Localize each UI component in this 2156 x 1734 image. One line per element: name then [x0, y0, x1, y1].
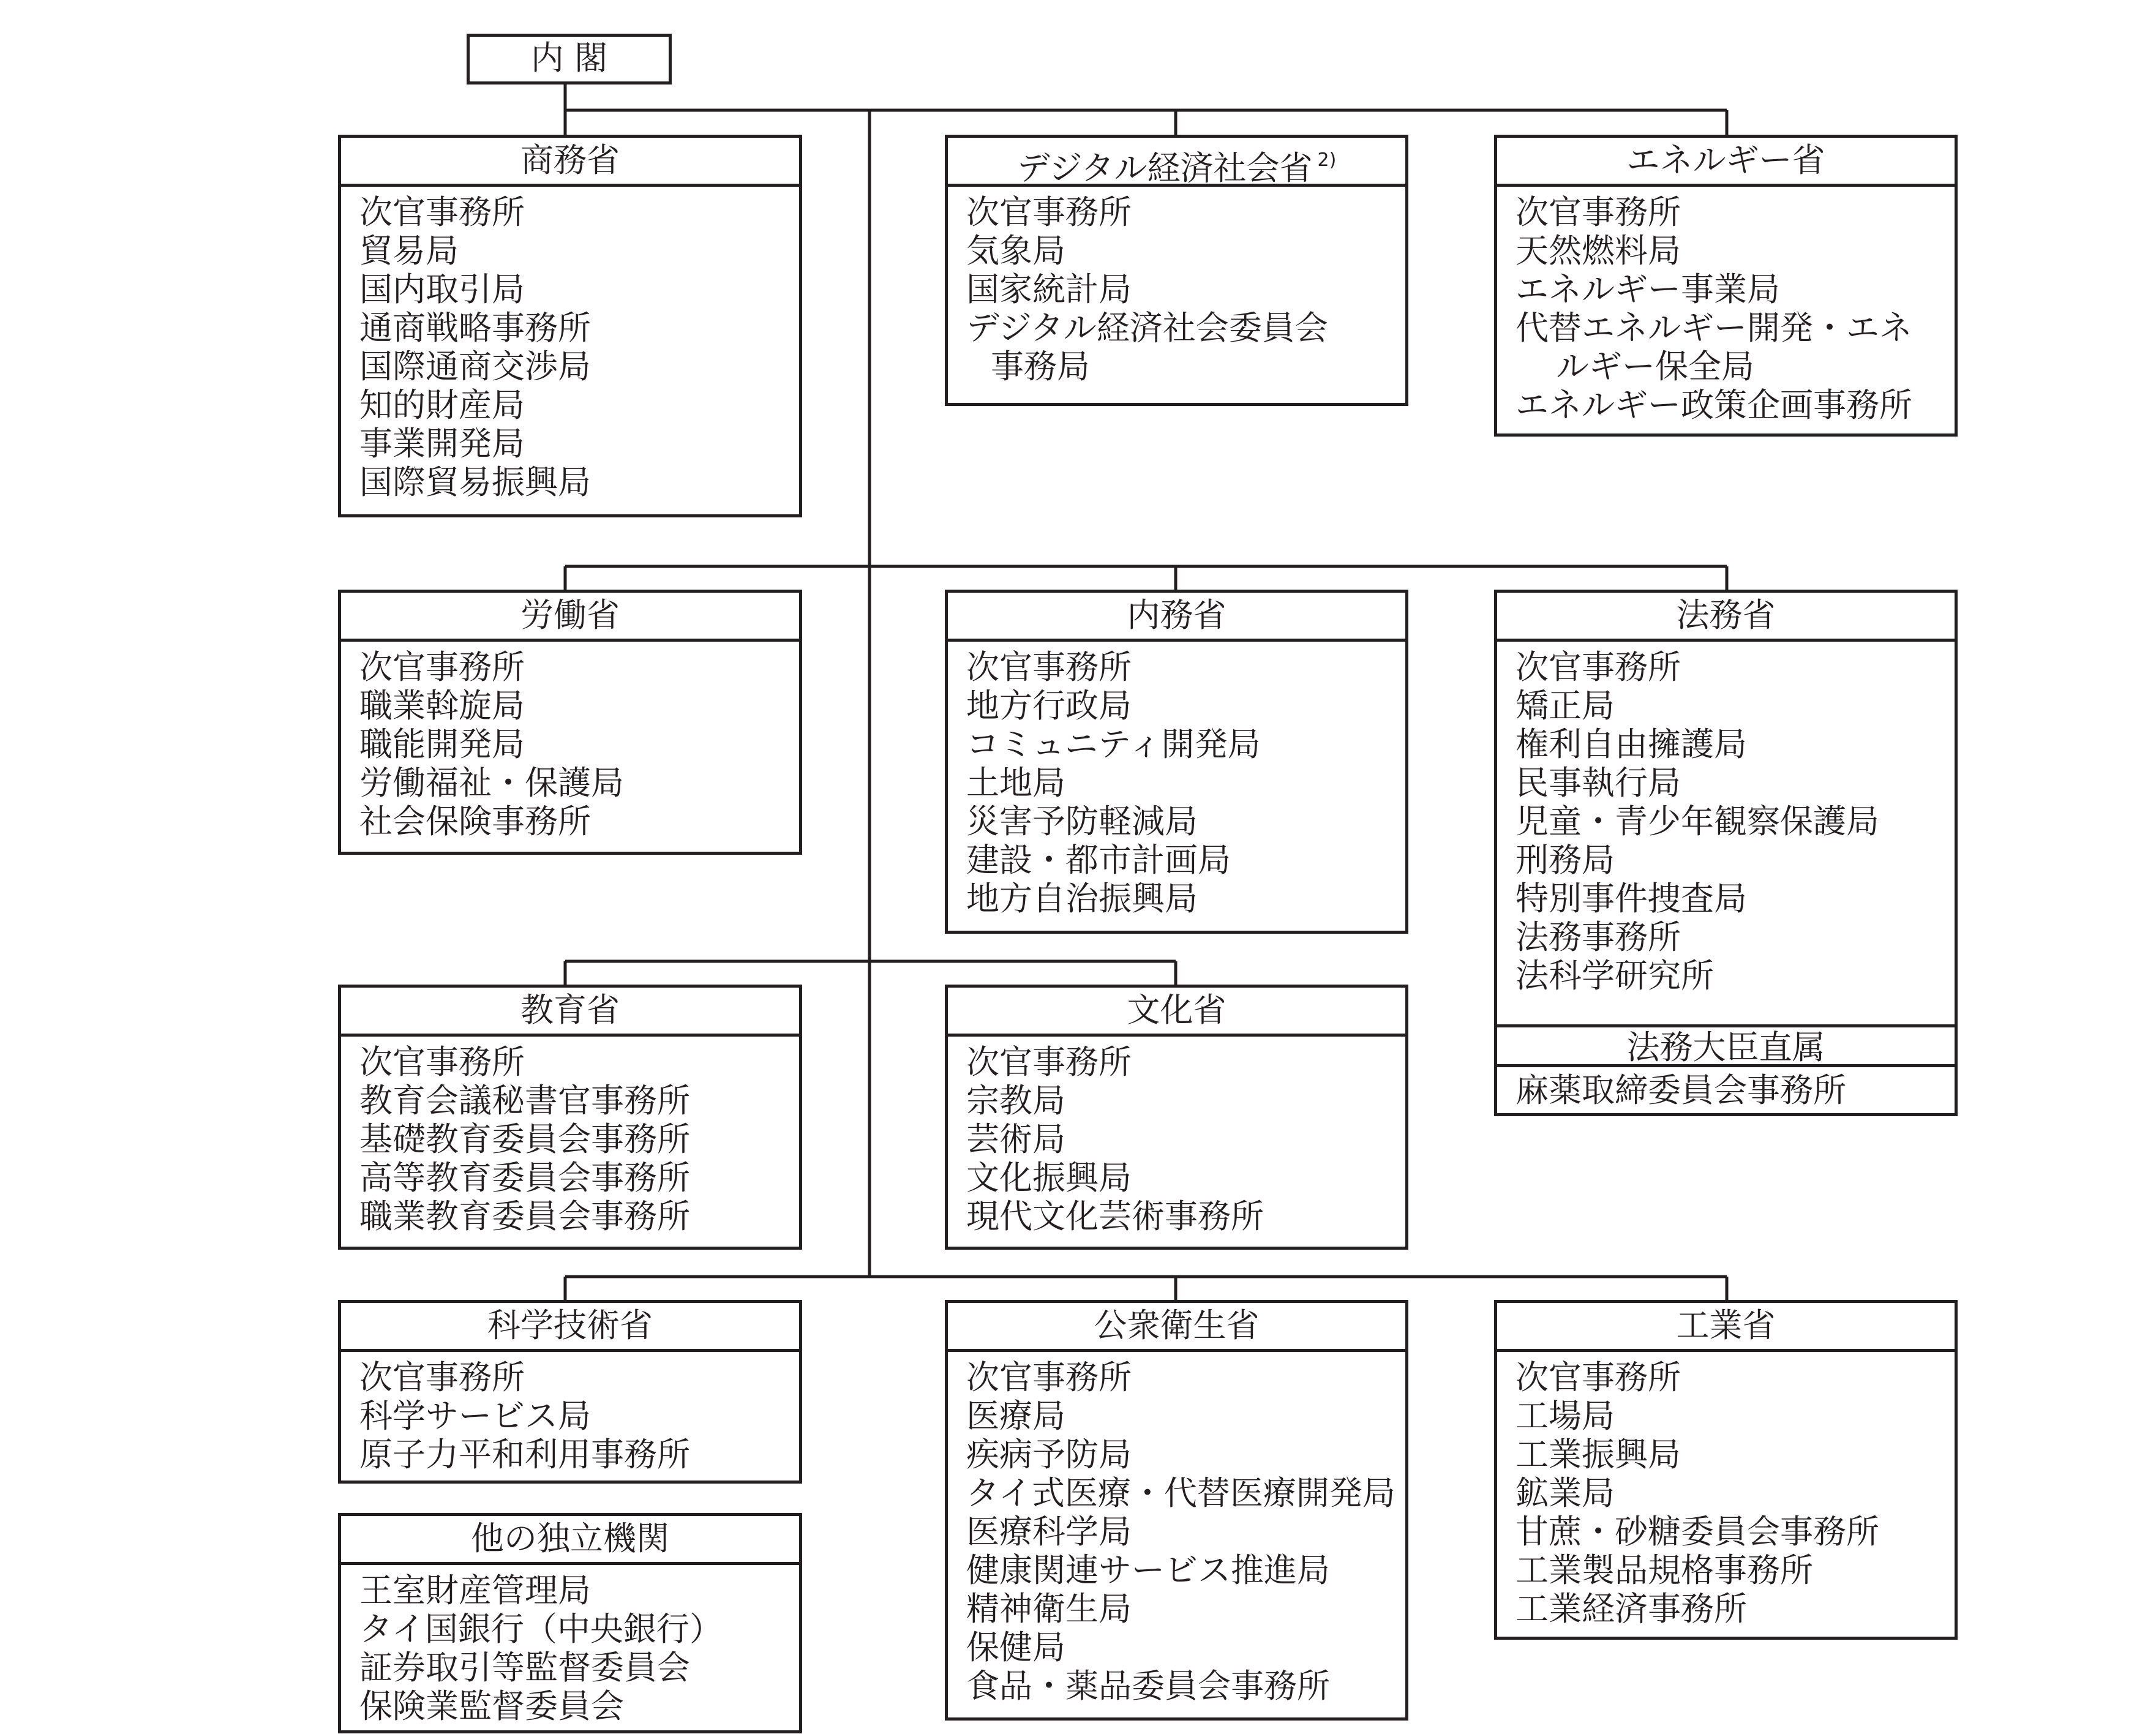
department: 貿易局 — [359, 231, 459, 270]
department: 地方自治振興局 — [966, 879, 1198, 918]
department: 宗教局 — [966, 1081, 1065, 1120]
ministry-title-text: デジタル経済社会省 — [1016, 149, 1313, 187]
ministry-title — [948, 138, 1405, 187]
department: 工業振興局 — [1516, 1435, 1681, 1474]
department-list — [341, 642, 799, 841]
department: 疾病予防局 — [966, 1435, 1132, 1474]
ministry-culture — [945, 985, 1408, 1250]
department: 職業斡旋局 — [359, 686, 525, 725]
department-list — [341, 1352, 799, 1474]
department: 麻薬取締委員会事務所 — [1516, 1071, 1846, 1109]
department: 教育会議秘書官事務所 — [359, 1081, 690, 1120]
department: 知的財産局 — [359, 386, 525, 424]
department-continued: ルギー保全局 — [1556, 347, 1754, 386]
department-list — [948, 1352, 1405, 1705]
department: 芸術局 — [966, 1120, 1065, 1158]
cabinet-box — [467, 34, 672, 84]
department: デジタル経済社会委員会 — [966, 309, 1328, 347]
department: 甘蔗・砂糖委員会事務所 — [1516, 1512, 1879, 1551]
subsection-list — [1497, 1067, 1955, 1109]
department-list — [1497, 642, 1955, 1024]
department: 原子力平和利用事務所 — [359, 1435, 690, 1474]
department-list — [948, 187, 1405, 386]
department-list — [341, 187, 799, 501]
department: 保健局 — [966, 1628, 1065, 1667]
department: コミュニティ開発局 — [966, 725, 1261, 764]
ministry-title: 内務省 — [948, 593, 1405, 642]
department: 法務事務所 — [1516, 918, 1681, 956]
department: 次官事務所 — [966, 1043, 1132, 1081]
footnote-mark: 2) — [1317, 149, 1337, 171]
department: 特別事件捜査局 — [1516, 879, 1747, 918]
department: 次官事務所 — [966, 648, 1132, 686]
agency: 保険業監督委員会 — [359, 1687, 624, 1725]
department: 国際通商交渉局 — [359, 347, 591, 386]
department: 土地局 — [966, 764, 1065, 802]
department: 次官事務所 — [359, 193, 525, 231]
department: 民事執行局 — [1516, 764, 1681, 802]
subsection-title: 法務大臣直属 — [1497, 1024, 1955, 1067]
department: 災害予防軽減局 — [966, 802, 1198, 841]
ministry-interior — [945, 590, 1408, 934]
ministry-title: 公衆衛生省 — [948, 1303, 1405, 1352]
department: 児童・青少年観察保護局 — [1516, 802, 1879, 841]
department: エネルギー政策企画事務所 — [1516, 386, 1912, 424]
department: 気象局 — [966, 231, 1065, 270]
ministry-labour — [338, 590, 802, 855]
department: 食品・薬品委員会事務所 — [966, 1667, 1330, 1705]
department: 代替エネルギー開発・エネ — [1516, 309, 1912, 347]
department-list — [948, 642, 1405, 918]
department: 刑務局 — [1516, 841, 1615, 879]
ministry-commerce — [338, 135, 802, 517]
department: 工場局 — [1516, 1397, 1615, 1435]
department: 通商戦略事務所 — [359, 309, 591, 347]
department-continued: 事務局 — [991, 347, 1090, 386]
department: 次官事務所 — [1516, 1358, 1681, 1397]
department: 医療局 — [966, 1397, 1065, 1435]
department-list — [341, 1037, 799, 1236]
agency: 王室財産管理局 — [359, 1571, 591, 1610]
department-list — [948, 1037, 1405, 1236]
department: 権利自由擁護局 — [1516, 725, 1747, 764]
department: 文化振興局 — [966, 1158, 1132, 1197]
ministry-title: 商務省 — [341, 138, 799, 187]
ministry-title: 労働省 — [341, 593, 799, 642]
agency: 証券取引等監督委員会 — [359, 1648, 690, 1687]
department: 事業開発局 — [359, 424, 525, 463]
independent-agencies — [338, 1513, 802, 1733]
ministry-education — [338, 985, 802, 1250]
department: 次官事務所 — [359, 648, 525, 686]
department: 工業経済事務所 — [1516, 1590, 1747, 1628]
ministry-title: 工業省 — [1497, 1303, 1955, 1352]
agency-list — [341, 1565, 799, 1725]
department: 社会保険事務所 — [359, 802, 591, 841]
department: エネルギー事業局 — [1516, 270, 1780, 309]
department: 次官事務所 — [966, 193, 1132, 231]
ministry-title: 科学技術省 — [341, 1303, 799, 1352]
ministry-title: 法務省 — [1497, 593, 1955, 642]
ministry-title: 他の独立機関 — [341, 1516, 799, 1565]
department: 国内取引局 — [359, 270, 525, 309]
department: 健康関連サービス推進局 — [966, 1551, 1330, 1590]
agency: タイ国銀行（中央銀行） — [359, 1610, 723, 1648]
department-list — [1497, 1352, 1955, 1628]
ministry-title: エネルギー省 — [1497, 138, 1955, 187]
ministry-justice — [1494, 590, 1958, 1116]
department: 現代文化芸術事務所 — [966, 1197, 1264, 1236]
department: 矯正局 — [1516, 686, 1615, 725]
department: 精神衛生局 — [966, 1590, 1132, 1628]
ministry-science — [338, 1300, 802, 1484]
ministry-industry — [1494, 1300, 1958, 1640]
department: 労働福祉・保護局 — [359, 764, 624, 802]
department: 国際貿易振興局 — [359, 463, 591, 501]
department: 医療科学局 — [966, 1512, 1132, 1551]
department: 科学サービス局 — [359, 1397, 591, 1435]
department: 次官事務所 — [359, 1043, 525, 1081]
department: 天然燃料局 — [1516, 231, 1681, 270]
ministry-energy — [1494, 135, 1958, 437]
department: 高等教育委員会事務所 — [359, 1158, 690, 1197]
department: 職能開発局 — [359, 725, 525, 764]
department: 職業教育委員会事務所 — [359, 1197, 690, 1236]
department: 法科学研究所 — [1516, 956, 1714, 995]
cabinet-label: 内 閣 — [530, 39, 608, 77]
department: 鉱業局 — [1516, 1474, 1615, 1512]
ministry-title: 文化省 — [948, 988, 1405, 1037]
department: 次官事務所 — [359, 1358, 525, 1397]
department: 工業製品規格事務所 — [1516, 1551, 1813, 1590]
department-list — [1497, 187, 1955, 424]
department: 次官事務所 — [966, 1358, 1132, 1397]
ministry-health — [945, 1300, 1408, 1721]
department: 次官事務所 — [1516, 193, 1681, 231]
department: 建設・都市計画局 — [966, 841, 1231, 879]
department: 基礎教育委員会事務所 — [359, 1120, 690, 1158]
department: 次官事務所 — [1516, 648, 1681, 686]
ministry-digital — [945, 135, 1408, 406]
department: 地方行政局 — [966, 686, 1132, 725]
ministry-title: 教育省 — [341, 988, 799, 1037]
department: 国家統計局 — [966, 270, 1132, 309]
department: タイ式医療・代替医療開発局 — [966, 1474, 1395, 1512]
